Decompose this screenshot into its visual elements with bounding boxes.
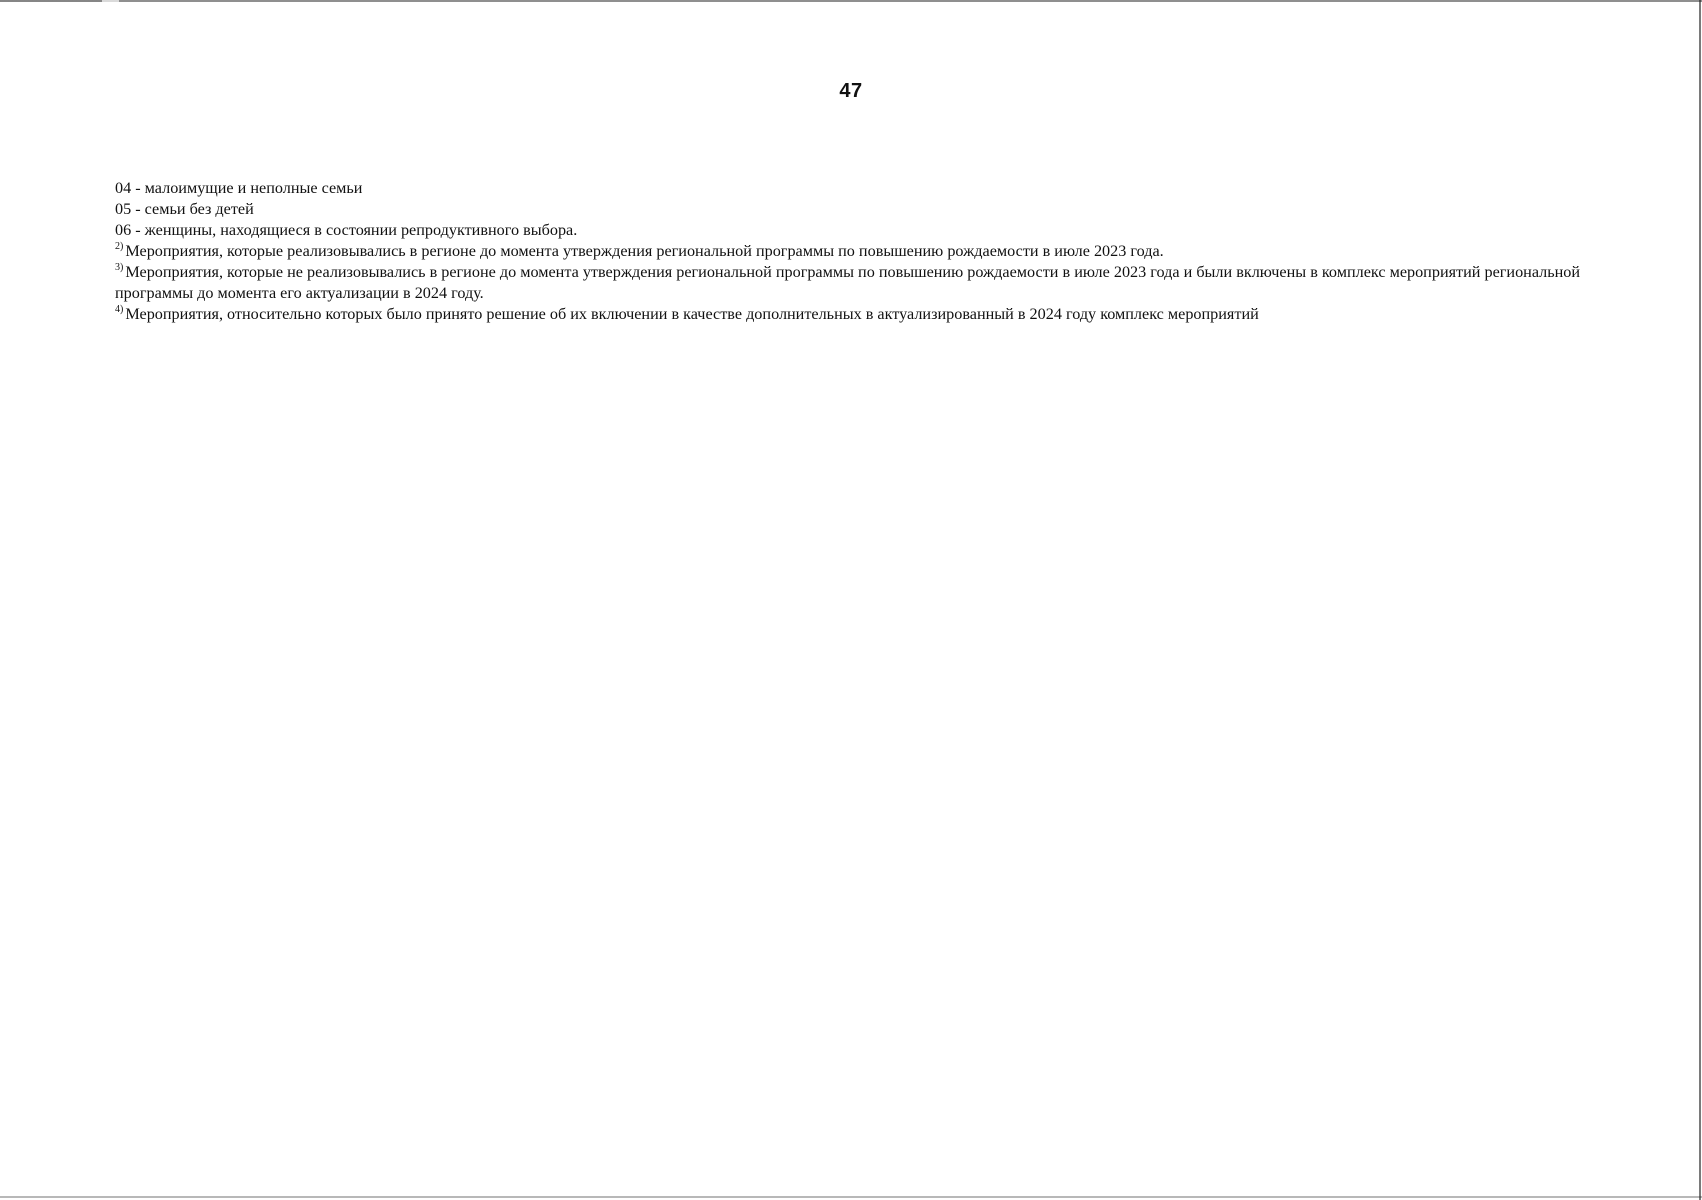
scan-edge-right <box>1699 0 1701 1200</box>
page-number: 47 <box>839 80 863 102</box>
legend-item: 06 - женщины, находящиеся в состоянии репродуктивного выбора. <box>115 221 578 239</box>
scan-edge-top <box>0 0 1702 2</box>
footnote-marker: 3) <box>115 261 124 273</box>
footnote-text: Мероприятия, относительно которых было принято решение об их включении в качестве дополнительных в актуализированный в 2024 году комплекс мероприятий <box>125 305 1259 323</box>
footnote-marker: 2) <box>115 240 124 252</box>
footnote-text: Мероприятия, которые не реализовывались в регионе до момента утверждения региональной программы по повышению рождаемости в июле 2023 года и были включены в комплекс мероприятий региональной программы до момента его актуализации в 2024 году. <box>115 263 1581 302</box>
legend-item: 04 - малоимущие и неполные семьи <box>115 179 363 197</box>
footnote-4 <box>115 304 1585 325</box>
footnote-3 <box>115 262 1585 304</box>
scan-edge-bottom <box>0 1196 1702 1198</box>
footnote-text: Мероприятия, которые реализовывались в регионе до момента утверждения региональной программы по повышению рождаемости в июле 2023 года. <box>125 242 1164 260</box>
footnote-2 <box>115 241 1585 262</box>
footnotes-block <box>115 178 1585 325</box>
footnote-marker: 4) <box>115 303 124 315</box>
legend-item: 05 - семьи без детей <box>115 200 254 218</box>
